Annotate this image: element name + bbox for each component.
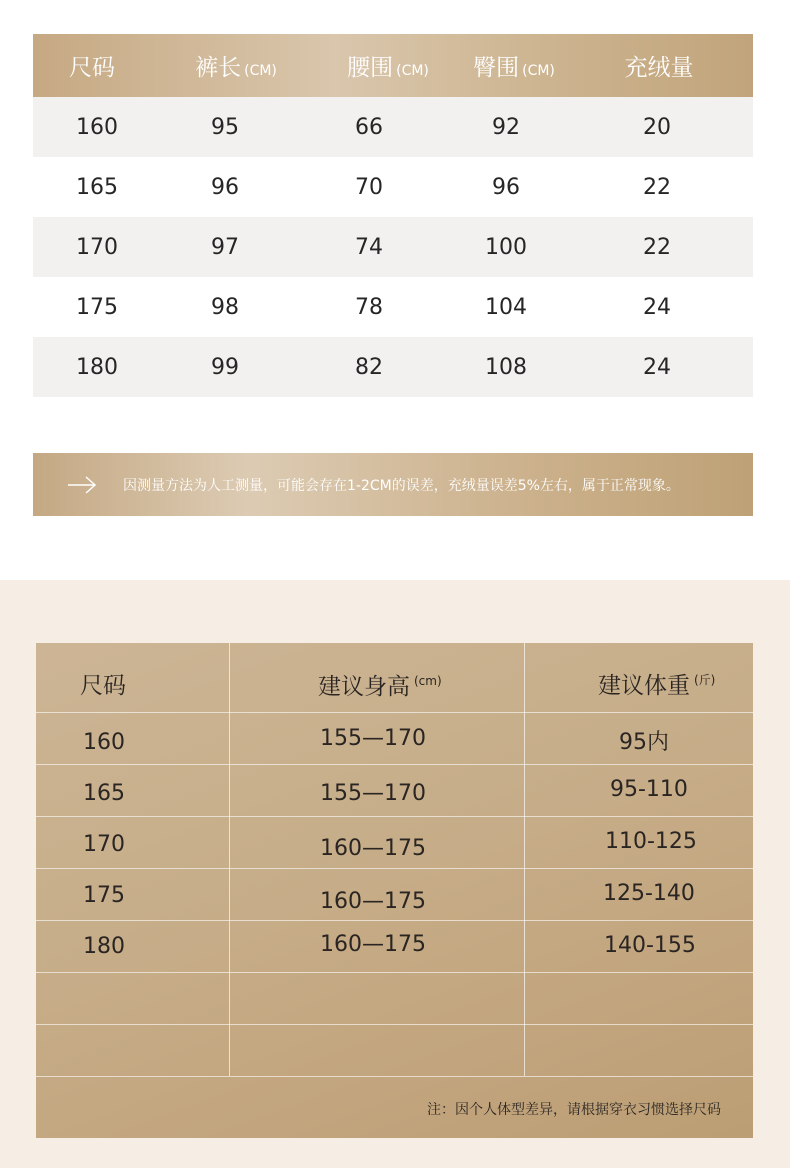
cell-down-fill: 24 bbox=[643, 354, 671, 380]
cell-hip: 100 bbox=[485, 234, 527, 260]
table-row bbox=[33, 97, 753, 157]
size-table bbox=[33, 34, 753, 397]
row-divider bbox=[36, 816, 753, 817]
cell-height: 160—175 bbox=[320, 889, 426, 914]
cell-height: 160—175 bbox=[320, 836, 426, 861]
table-row bbox=[33, 337, 753, 397]
row-divider bbox=[36, 1024, 753, 1025]
cell-down-fill: 22 bbox=[643, 234, 671, 260]
cell-down-fill: 20 bbox=[643, 114, 671, 140]
cell-size: 160 bbox=[83, 730, 125, 755]
row-divider bbox=[36, 972, 753, 973]
row-divider bbox=[36, 712, 753, 713]
cell-height: 160—175 bbox=[320, 932, 426, 957]
recommendation-table bbox=[36, 643, 753, 1138]
column-divider bbox=[229, 643, 230, 1076]
row-divider bbox=[36, 1076, 753, 1077]
cell-height: 155—170 bbox=[320, 781, 426, 806]
table-row bbox=[33, 217, 753, 277]
header-weight: 建议体重 $^{(斤)}$ bbox=[598, 673, 716, 699]
cell-weight: 140-155 bbox=[604, 933, 696, 958]
cell-size: 175 bbox=[83, 883, 125, 908]
size-table-header bbox=[33, 34, 753, 97]
cell-height: 155—170 bbox=[320, 726, 426, 751]
cell-down-fill: 24 bbox=[643, 294, 671, 320]
cell-size: 180 bbox=[83, 934, 125, 959]
cell-weight: 125-140 bbox=[603, 881, 695, 906]
cell-size: 165 bbox=[76, 174, 118, 200]
cell-length: 95 bbox=[211, 114, 239, 140]
table-row bbox=[33, 277, 753, 337]
cell-size: 175 bbox=[76, 294, 118, 320]
size-choice-footnote: 注：因个人体型差异，请根据穿衣习惯选择尺码 bbox=[427, 1102, 721, 1118]
header-length: 裤长 (CM) bbox=[195, 55, 277, 81]
header-size: 尺码 bbox=[69, 55, 115, 81]
header-down-fill: 充绒量 bbox=[624, 55, 694, 81]
cell-hip: 104 bbox=[485, 294, 527, 320]
cell-size: 170 bbox=[83, 832, 125, 857]
cell-waist: 70 bbox=[355, 174, 383, 200]
row-divider bbox=[36, 868, 753, 869]
header-size: 尺码 bbox=[80, 673, 126, 699]
cell-length: 99 bbox=[211, 354, 239, 380]
header-hip: 臀围 (CM) bbox=[473, 55, 555, 81]
cell-weight: 95内 bbox=[619, 730, 669, 755]
cell-size: 170 bbox=[76, 234, 118, 260]
cell-weight: 110-125 bbox=[605, 829, 697, 854]
row-divider bbox=[36, 764, 753, 765]
cell-waist: 74 bbox=[355, 234, 383, 260]
row-divider bbox=[36, 920, 753, 921]
header-waist: 腰围 (CM) bbox=[347, 55, 429, 81]
cell-down-fill: 22 bbox=[643, 174, 671, 200]
cell-length: 98 bbox=[211, 294, 239, 320]
cell-size: 180 bbox=[76, 354, 118, 380]
cell-hip: 108 bbox=[485, 354, 527, 380]
cell-waist: 82 bbox=[355, 354, 383, 380]
cell-waist: 66 bbox=[355, 114, 383, 140]
arrow-right-icon bbox=[67, 475, 97, 499]
cell-weight: 95-110 bbox=[610, 777, 688, 802]
cell-hip: 92 bbox=[492, 114, 520, 140]
cell-size: 160 bbox=[76, 114, 118, 140]
cell-hip: 96 bbox=[492, 174, 520, 200]
table-row bbox=[33, 157, 753, 217]
header-height: 建议身高 $^{(cm)}$ bbox=[318, 674, 442, 700]
cell-length: 97 bbox=[211, 234, 239, 260]
cell-length: 96 bbox=[211, 174, 239, 200]
measurement-note bbox=[33, 453, 753, 516]
cell-waist: 78 bbox=[355, 294, 383, 320]
column-divider bbox=[524, 643, 525, 1076]
measurement-note-text: 因测量方法为人工测量，可能会存在1-2CM的误差，充绒量误差5%左右，属于正常现象。 bbox=[123, 477, 680, 494]
cell-size: 165 bbox=[83, 781, 125, 806]
